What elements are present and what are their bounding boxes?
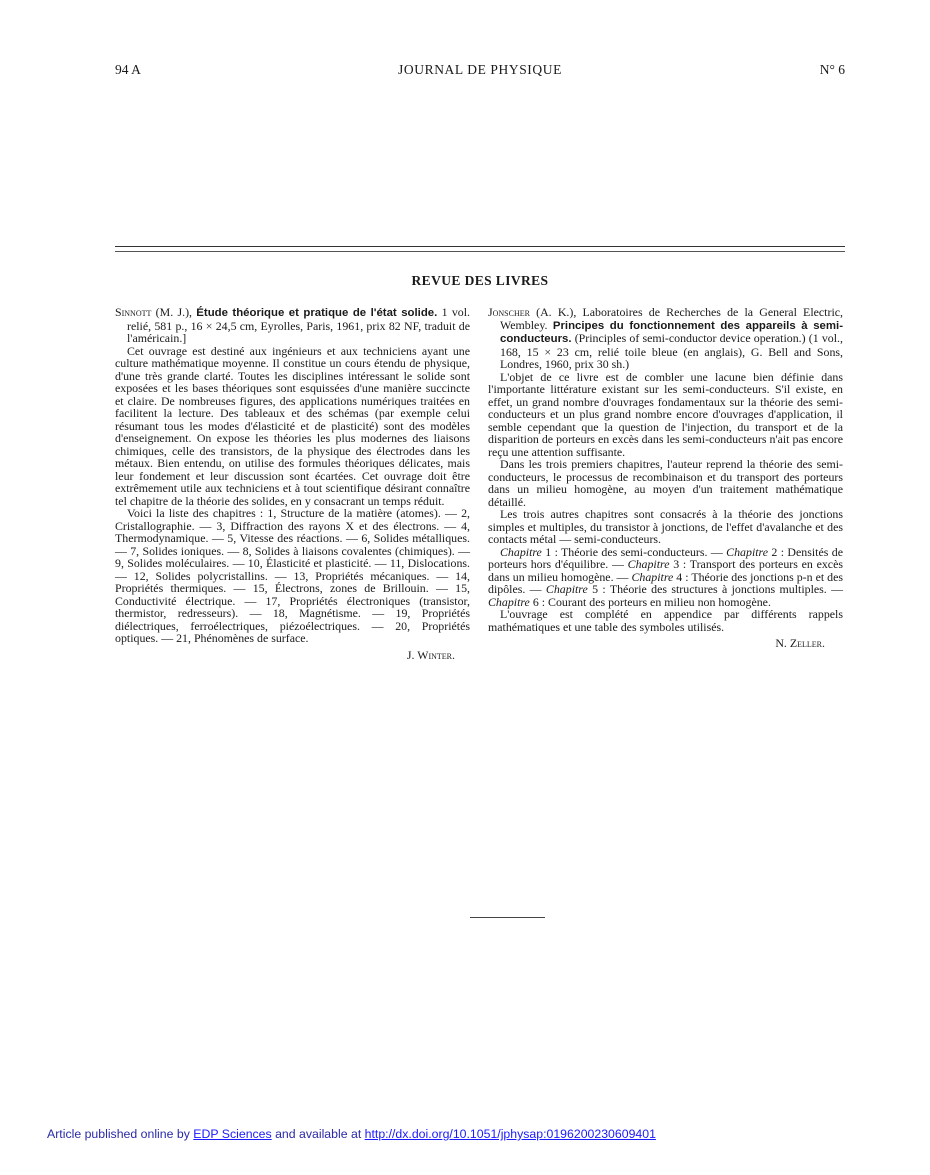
chapter-label: Chapitre [726, 544, 769, 559]
chapter-list-paragraph: Voici la liste des chapitres : 1, Structure de la matière (atomes). — 2, Cristallographie. — 3, Diffraction des rayons X et des électrons. — 4, Thermodynamique. — 5, Vitesse des réactions. — 6, Solides métalliques. — 7, Solides ioniques. — 8, Solides à liaisons covalentes (chimiques). — 9, Solides moléculaires. — 10, Élasticité et plasticité. — 11, Dislocations. — 12, Solides polycristallins. — 13, Propriétés mécaniques. — 14, Propriétés thermiques. — 15, Électrons, zones de Brillouin. — 15, Conductivité électrique. — 17, Propriétés électroniques (transistor, thermistor, redresseurs). — 18, Magnétisme. — 19, Propriétés diélectriques, ferroélectriques, piézoélectriques. — 20, Propriétés optiques. — 21, Phénomènes de surface. [115, 506, 470, 645]
chapter-text: 2 : Densités de porteurs hors d'équilibre. — [488, 544, 843, 571]
chapter-label: Chapitre [545, 582, 588, 596]
book-reference [488, 306, 843, 371]
publication-footer [47, 1127, 656, 1141]
chapter-summary-paragraph [488, 546, 843, 609]
review-paragraph: Les trois autres chapitres sont consacrés à la théorie des jonctions simples et multiples, du transistor à jonctions, de l'effet d'avalanche et des contacts métal — semi-conducteurs. [488, 507, 843, 546]
section-divider-thin [115, 251, 845, 252]
footer-middle: and available at [271, 1127, 365, 1141]
book-details: (Principles of semi-conductor device operation.) (1 vol., 168, 15 × 23 cm, relié toile bleue (en anglais), G. Bell and Sons, Londres, 1960, prix 30 sh.) [500, 331, 843, 371]
review-paragraph: Cet ouvrage est destiné aux ingénieurs et aux techniciens ayant une culture mathématique moyenne. Il constitue un cours étendu de physique, d'une très grande clarté. Toutes les disciplines intéressant le solide sont exposées et les bases théoriques sont esquissées d'une manière succincte et claire. De nombreuses figures, des applications numériques traitées en facilitent la lecture. Des tableaux et des schémas (par exemple celui résumant tous les modes d'élasticité et de plasticité) sont des modèles d'enseignement. On expose les théories les plus modernes des liaisons chimiques, celle des transistors, de la physique des électrodes dans les métaux. Bien entendu, on utilise des formules théoriques délicates, mais leur fondement et leur discussion sont écartées. Cet ouvrage doit être extrêmement utile aux techniciens et à tout scientifique désirant connaître tel chapitre de la théorie des solides, en y consacrant un temps réduit. [115, 343, 470, 508]
chapter-label: Chapitre [627, 557, 670, 571]
author-affiliation: (A. K.), Laboratoires de Recherches de la General Electric, Wembley. [500, 305, 843, 332]
chapter-text: 6 : Courant des porteurs en milieu non homogène. [529, 594, 771, 609]
review-paragraph: L'ouvrage est complété en appendice par différents rappels mathématiques et une table des symboles utilisés. [488, 607, 843, 634]
journal-title: JOURNAL DE PHYSIQUE [398, 62, 562, 77]
footer-prefix: Article published online by [47, 1127, 194, 1141]
chapter-text: 3 : Transport des porteurs en excès dans un milieu homogène. — [488, 557, 843, 584]
reviewer-signature: J. Winter. [406, 647, 455, 662]
chapter-label: Chapitre [631, 569, 674, 584]
running-header [115, 62, 845, 80]
book-details: 1 vol. relié, 581 p., 16 × 24,5 cm, Eyrolles, Paris, 1961, prix 82 NF, traduit de l'américain.] [127, 305, 470, 345]
review-column-left [115, 306, 470, 661]
issue-number: N° 6 [819, 62, 845, 77]
chapter-text: 1 : Théorie des semi-conducteurs. — [541, 544, 727, 559]
author-initials: (M. J.), [151, 305, 197, 319]
chapter-label: Chapitre [488, 594, 530, 609]
section-title: REVUE DES LIVRES [411, 273, 549, 288]
chapter-label: Chapitre [500, 544, 542, 559]
chapter-text: 5 : Théorie des structures à jonctions multiples. — [587, 582, 843, 596]
reviewed-author: Sinnott [115, 305, 152, 319]
book-title: Étude théorique et pratique de l'état solide. [196, 307, 438, 319]
page-number: 94 A [115, 62, 141, 77]
chapter-text: 4 : Théorie des jonctions p-n et des dipôles. — [488, 569, 843, 596]
review-paragraph: Dans les trois premiers chapitres, l'auteur reprend la théorie des semi-conducteurs, le processus de recombinaison et du transport des porteurs dans un milieu homogène, au moyen d'un traitement mathématique détaillé. [488, 457, 843, 509]
page-end-rule [470, 917, 545, 918]
book-title: Principes du fonctionnement des appareils à semi-conducteurs. [500, 319, 843, 345]
publisher-link[interactable]: EDP Sciences [193, 1127, 272, 1141]
review-paragraph: L'objet de ce livre est de combler une lacune bien définie dans l'importante littérature existant sur les semi-conducteurs. S'il existe, en effet, un grand nombre d'ouvrages fondamentaux sur la théorie des semi-conducteurs et un plus grand nombre encore d'ouvrages d'application, il semble cependant que la question de l'injection, du transport et de la disparition de porteurs en excès dans les semi-conducteurs n'ait pas encore reçu une attention suffisante. [488, 369, 843, 459]
reviewer-signature: N. Zeller. [775, 636, 825, 650]
doi-link[interactable]: http://dx.doi.org/10.1051/jphysap:0196200230609401 [364, 1127, 656, 1141]
reviewed-author: Jonscher [488, 305, 530, 319]
review-column-right [488, 306, 843, 650]
section-divider-thick [115, 246, 845, 247]
book-reference [115, 306, 470, 345]
